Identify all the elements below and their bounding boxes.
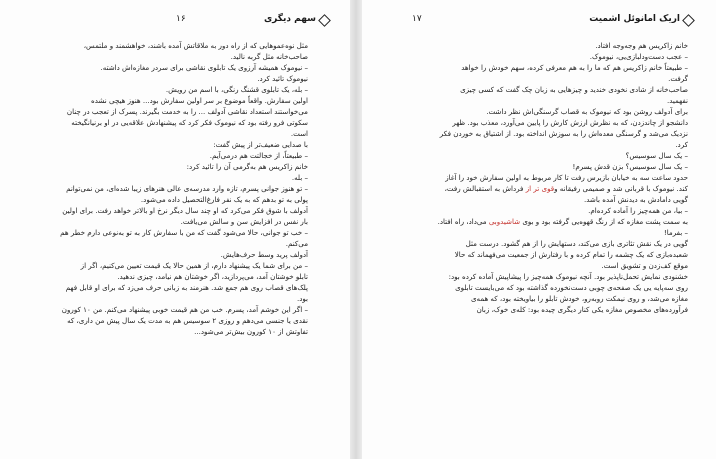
running-title: سهم دیگری xyxy=(263,14,316,24)
text-line xyxy=(28,106,308,117)
text-line xyxy=(412,117,688,128)
text-line xyxy=(28,139,308,150)
line-text: مغازه می‌شد، و روی نیمکت روبه‌رو، خودش تابلو را بیاویخته بود، که همه‌ی xyxy=(470,294,688,303)
line-text: خانم زاکریس هم وجه‌وجه افتاد. xyxy=(595,41,688,50)
line-text: تابلو خوشتان آمد، می‌پردازید، اگر خوشتان هم نیامد، چیزی ندهید. xyxy=(117,272,308,281)
highlighted-text: قوی تر از xyxy=(525,184,555,193)
line-text: گویی دامادش به دیدنش آمده باشد. xyxy=(583,195,688,204)
text-line xyxy=(412,249,688,260)
line-text: – اگر این خوشم آمد، پسرم. خب من هم قیمت خوبی پیشنهاد می‌کنم. من ۱۰ کورون xyxy=(61,305,308,314)
line-text: صاحب‌خانه مثل گربه نالید. xyxy=(230,52,308,61)
line-text: بود. xyxy=(296,294,308,303)
text-line xyxy=(412,238,688,249)
left-page-header xyxy=(0,14,350,30)
text-line xyxy=(412,172,688,183)
line-text: کرد. xyxy=(675,140,688,149)
line-text: نقدی یا جنسی می‌دهم و روزی ۲ سوسیس هم به مدت یک سال پیش من داری، که xyxy=(67,316,308,325)
text-line xyxy=(28,62,308,73)
text-line xyxy=(28,304,308,315)
text-line xyxy=(412,194,688,205)
text-line xyxy=(28,51,308,62)
line-text: نیوموک تائید کرد. xyxy=(257,74,308,83)
text-line xyxy=(412,161,688,172)
text-line xyxy=(28,238,308,249)
line-text: تفاوتش از ۱۰ کورون بیش‌تر می‌شود... xyxy=(194,327,308,336)
line-text: با صدایی ضعیف‌تر از پیش گفت: xyxy=(213,140,308,149)
line-text: – بفرما! xyxy=(663,228,688,237)
line-text-tail: فرداش به استقبالش رفت، xyxy=(444,184,526,193)
text-line xyxy=(412,128,688,139)
text-line xyxy=(28,183,308,194)
line-text: – بیا، من همه‌چیز را آماده کرده‌ام. xyxy=(588,206,688,215)
running-title: اریک امانوئل اشمیت xyxy=(589,14,680,24)
line-text: نفهمید. xyxy=(666,96,688,105)
right-page-body xyxy=(412,40,688,315)
line-text: می‌خواستند استعداد نقاشی آدولف ... را به خدمت بگیرند. پسرک از تعجب در چنان xyxy=(66,107,308,116)
line-text: کند. نیوموک با قربانی شد و صمیمی رفیقانه و xyxy=(554,184,688,193)
line-text: – من برای شما یک پیشنهاد دارم، از همین حالا یک قیمت تعیین می‌کنیم، اگر از xyxy=(80,261,308,270)
text-line xyxy=(412,51,688,62)
line-text: پولی به تو بدهم که به یک نفر فارغ‌التحصیل داده می‌شود. xyxy=(140,195,308,204)
right-page xyxy=(362,0,716,459)
diamond-icon xyxy=(318,14,331,27)
line-text: نزدیک می‌شد و گرسنگی معده‌اش را به سوزش انداخته بود. از اشتیاق به خوردن فکر xyxy=(439,129,688,138)
text-line xyxy=(412,205,688,216)
line-text-tail: می‌داد، راه افتاد. xyxy=(437,217,489,226)
line-text: – تو هنوز جوانی پسرم، تازه وارد مدرسه‌ی عالی هنرهای زیبا شده‌ای، من نمی‌توانم xyxy=(66,184,308,193)
line-text: – یک سال سوسیس؟ xyxy=(625,151,688,160)
left-page xyxy=(0,0,350,459)
text-line xyxy=(412,271,688,282)
line-text: – یک سال سوسیس؟ بزن قدش پسرم! xyxy=(572,162,688,171)
line-text: خانم زاکریس هم به‌گرمی آن را تائید کرد: xyxy=(186,162,308,171)
page-number: ۱۷ xyxy=(412,14,422,24)
book-gutter xyxy=(350,0,362,459)
text-line xyxy=(28,315,308,326)
text-line xyxy=(412,183,688,194)
text-line xyxy=(28,161,308,172)
line-text: دانشجو از چاندزدن، که به نظرش ارزش کارش را پایین می‌آورد، معذب بود. ظهر xyxy=(452,118,688,127)
line-text: حدود ساعت سه به خیابان بازیرس رفت تا کار مربوط به اولین سفارش خود را آغاز xyxy=(445,173,688,182)
text-line xyxy=(412,62,688,73)
text-line xyxy=(28,205,308,216)
text-line xyxy=(28,150,308,161)
diamond-icon xyxy=(682,14,695,27)
line-text: – خب تو جوانی، حالا می‌شود گفت که من با سفارش کار به تو به‌نوعی دارم خطر هم xyxy=(60,228,308,237)
line-text: برای آدولف روشن بود که نیوموک به قصاب گرسنگی‌اش نظر داشت. xyxy=(486,107,688,116)
text-line xyxy=(28,216,308,227)
text-line xyxy=(412,260,688,271)
line-text: سکوتی فرو رفته بود که نیوموک فکر کرد که پیشنهادش علاقه‌یی در او برنیانگیخته xyxy=(71,118,308,127)
text-line xyxy=(412,95,688,106)
line-text: صاحب‌خانه از شادی نخودی خندید و چیزهایی به زبان چک گفت که کسی چیزی xyxy=(460,85,688,94)
line-text: مثل نوه‌عموهایی که از راه دور به ملاقاتش آمده باشند، خواهشمند و ملتمس، xyxy=(83,41,308,50)
text-line xyxy=(412,150,688,161)
line-text: می‌کنم. xyxy=(285,239,308,248)
line-text: پلک‌های قصاب روی هم جمع شد. هنرمند به زبانی حرف می‌زد که برای او قابل فهم xyxy=(65,283,308,292)
text-line xyxy=(28,282,308,293)
text-line xyxy=(28,249,308,260)
line-text: گرفت. xyxy=(668,74,688,83)
line-text: گویی در یک نقش تئاتری بازی می‌کند، دستهایش را از هم گشود. درست مثل xyxy=(465,239,688,248)
line-text: است. xyxy=(290,129,308,138)
line-text: – نیوموک همیشه آرزوی یک تابلوی نقاشی برای سردر مغازه‌اش داشته. xyxy=(100,63,308,72)
line-text: فرآورده‌های مخصوص مغازه یکی کنار دیگری چیده بود: کله‌ی خوک، زبان xyxy=(476,305,688,314)
text-line xyxy=(28,260,308,271)
text-line xyxy=(28,117,308,128)
line-text: – طبیعتاً، از خجالتت هم درمی‌آیم. xyxy=(209,151,308,160)
text-line xyxy=(28,128,308,139)
text-line xyxy=(412,216,688,227)
line-text: روی سه‌پایه یی یک صفحه‌ی چوبی دست‌نخورده گذاشته بود که می‌بایست تابلوی xyxy=(455,283,688,292)
text-line xyxy=(412,293,688,304)
text-line xyxy=(412,84,688,95)
line-text: – بله. xyxy=(291,173,308,182)
text-line xyxy=(28,95,308,106)
text-line xyxy=(412,227,688,238)
text-line xyxy=(412,106,688,117)
text-line xyxy=(28,172,308,183)
line-text: – طبیعتاً خانم زاکریس هم که ما را به هم معرفی کرده، سهم خودش را خواهد xyxy=(461,63,688,72)
text-line xyxy=(28,227,308,238)
line-text: – عجب دست‌ودلبازی‌یی، نیوموک. xyxy=(589,52,688,61)
text-line xyxy=(412,40,688,51)
text-line xyxy=(412,73,688,84)
text-line xyxy=(412,139,688,150)
text-line xyxy=(28,73,308,84)
text-line xyxy=(28,271,308,282)
line-text: اولین سفارش. واقعاً موضوع بر سر اولین سفارش بود... هنوز هیچی نشده xyxy=(91,96,308,105)
line-text: آدولف با شوق فکر می‌کرد که او چند سال دیگر نرخ او بالاتر خواهد رفت. برای اولین xyxy=(62,206,308,215)
text-line xyxy=(28,84,308,95)
text-line xyxy=(28,40,308,51)
right-page-header xyxy=(362,14,716,30)
text-line xyxy=(412,282,688,293)
left-page-body xyxy=(28,40,308,337)
line-text: شعبده‌بازی که یک چشمه را تمام کرده و با رفتارش از جمعیت می‌فهماند که حالا xyxy=(454,250,688,259)
line-text: بار نفس در افزایش سن و سالش می‌یافت. xyxy=(180,217,308,226)
text-line xyxy=(28,326,308,337)
page-number: ۱۶ xyxy=(176,14,186,24)
line-text: موقع کف‌زدن و تشویق است. xyxy=(601,261,688,270)
text-line xyxy=(28,293,308,304)
line-text: خشنودی نمایش تحمل‌ناپذیر بود. آنچه نیوموک همه‌چیز را پیشاپیش آماده کرده بود: xyxy=(448,272,688,281)
text-line xyxy=(412,304,688,315)
text-line xyxy=(28,194,308,205)
line-text: به سمت پشت مغازه که از رنگ قهوه‌یی گرفته بود و بوی xyxy=(520,217,688,226)
line-text: آدولف پرید وسط حرف‌هایش. xyxy=(220,250,308,259)
line-text: – بله، یک تابلوی قشنگ رنگی، با اسم من رویش. xyxy=(165,85,308,94)
highlighted-text: شاشیدوبی xyxy=(488,217,521,226)
